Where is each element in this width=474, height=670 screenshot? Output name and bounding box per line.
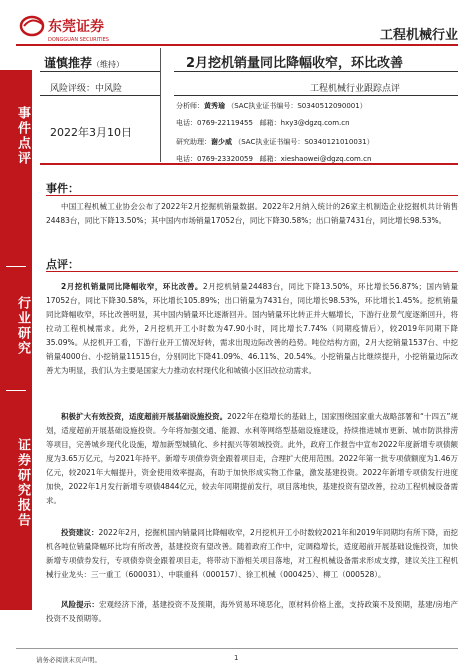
event-heading: 事件： bbox=[46, 182, 79, 195]
review-paragraph-3: 投资建议：2022年2月，挖掘机国内销量同比降幅收窄，2月挖机开工小时数较2021年和2019年同期均有所下降，而挖机各吨位销量降幅环比均有所改善，基建投资有望改善。随着政府工作中，定调稳增长，适度超前开展基础设施投资，加快新增专项债券发行，专项债券资金跟着项目走，将带动下游相关项目落地，对工程机械设备需求形成支撑，建议关注工程机械行业龙头：三一重工（600031）、中联重科（000157）、徐工机械（000425）、柳工（000528）。 bbox=[46, 528, 459, 579]
analyst-line: 分析师：黄秀瑜 （SAC执业证书编号：S0340512090001） bbox=[176, 102, 367, 110]
footer-divider bbox=[16, 648, 458, 649]
divider bbox=[40, 95, 160, 96]
sidebar bbox=[0, 70, 32, 610]
svg-text:东莞证券: 东莞证券 bbox=[48, 19, 104, 35]
rating: 谨慎推荐（维持） bbox=[44, 56, 125, 70]
risk-level: 风险评级：中风险 bbox=[50, 84, 123, 94]
divider bbox=[40, 71, 160, 72]
sidebar-divider bbox=[6, 390, 26, 391]
info-divider bbox=[40, 163, 458, 165]
review-heading: 点评： bbox=[46, 258, 79, 271]
report-date: 2022年3月10日 bbox=[50, 126, 132, 139]
sidebar-item-event-review: 事件点评 bbox=[15, 106, 30, 166]
sidebar-item-securities-report: 证券研究报告 bbox=[15, 438, 30, 528]
page-number: 1 bbox=[234, 654, 239, 662]
event-text: 中国工程机械工业协会公布了2022年2月挖掘机销量数据。2022年2月纳入统计的26家主机制造企业挖掘机共计销售24483台，同比下降13.50%；其中国内市场销量17052台，同比下降30.58%；出口销量7431台，同比增长98.53%。 bbox=[46, 202, 458, 225]
column-divider bbox=[160, 48, 161, 162]
header-divider bbox=[16, 44, 458, 46]
company-logo bbox=[18, 12, 136, 46]
report-subtitle: 工程机械行业跟踪点评 bbox=[310, 84, 401, 94]
review-paragraph-4: 风险提示：宏观经济下滑，基建投资不及预期，海外贸易环境恶化，原材料价格上涨，支持政策不及预期，基建/房地产投资不及预期等。 bbox=[46, 600, 459, 623]
disclaimer: 请务必阅读末页声明。 bbox=[36, 656, 101, 664]
divider bbox=[174, 71, 458, 72]
assistant-line: 研究助理：谢少威 （SAC执业证书编号：S0340121010031） bbox=[176, 138, 374, 146]
review-paragraph-1: 2月挖机销量同比降幅收窄，环比改善。2月挖机销量24483台，同比下降13.50%，环比增长56.87%；国内销量17052台，同比下降30.58%，环比增长105.89%；出口销量为7431台，同比增长98.53%，环比增长1.45%。挖机销量同比降幅收窄，环比改善明显，其中国内销量环比逐渐回升。国内销量环比转正并大幅增长，下游行业景气度逐渐回升，将拉动工程机械需求。此外，2月挖机开工小时数为47.90小时，同比增长7.74%（同期疫情后），较2019年同期下降35.09%。从挖机开工看，下游行业开工情况好转，需求出现边际改善的趋势。吨位结构方面，2月大挖销量1537台、中挖销量4000台、小挖销量11515台，分别同比下降41.09%、46.11%、20.54%。小挖销量占比继续提升，小挖销量边际改善尤为明显，我们认为主要是国家大力推动农村现代化和城镇小区旧改拉动需求。 bbox=[46, 282, 459, 375]
industry-label: 工程机械行业 bbox=[379, 28, 458, 43]
analyst-phone: 电话：0769-22119455 bbox=[176, 119, 253, 127]
sidebar-divider bbox=[6, 266, 26, 267]
review-paragraph-2: 积极扩大有效投资，适度超前开展基础设施投资。2022年在稳增长的基础上，国家围绕国家重大战略部署和“十四五”规划，适度超前开展基础设施投资。今年将加强交通、能源、水利等网络型基础设施建设，持续推进城市更新、城市防洪排涝等项目，完善城乡现代化设施，增加新型城镇化、乡村振兴等领域投资。此外，政府工作报告中宣布2022年度新增专项债额度为3.65万亿元，与2021年持平。新增专项债券资金跟着项目走，合理扩大使用范围。2022年第一批专项债额度为1.46万亿元，较2021年大幅提升，资金使用效率提高，有助于加快形成实物工作量，激发基建投资。2022年新增专项债发行进度加快，2022年1月发行新增专项债4844亿元，较去年同期提前发行，项目落地快，基建投资有望改善，拉动工程机械设备需求。 bbox=[46, 412, 458, 505]
divider bbox=[174, 95, 458, 96]
analyst-contact bbox=[176, 118, 350, 128]
analyst-email[interactable]: 邮箱：hxy3@dgzq.com.cn bbox=[259, 119, 350, 127]
section-underline bbox=[46, 195, 458, 196]
sidebar-item-industry-research: 行业研究 bbox=[15, 296, 30, 356]
report-title: 2月挖机销量同比降幅收窄，环比改善 bbox=[186, 56, 404, 71]
section-underline bbox=[46, 271, 458, 272]
assistant-phone: 电话：0769-23320059 bbox=[176, 155, 253, 163]
svg-text:DONGGUAN SECURITIES: DONGGUAN SECURITIES bbox=[48, 37, 109, 43]
assistant-email[interactable]: 邮箱：xieshaowei@dgzq.com.cn bbox=[259, 155, 372, 163]
